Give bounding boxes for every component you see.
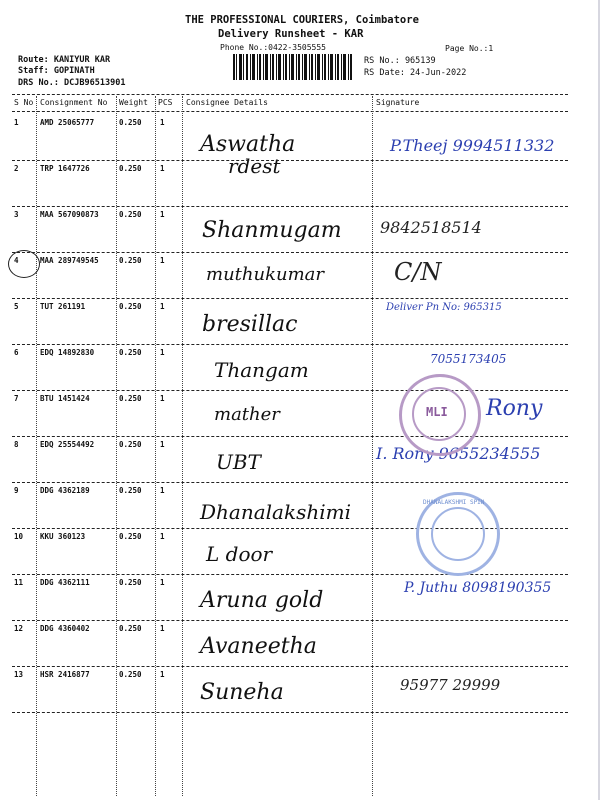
row-sno: 3: [14, 210, 19, 219]
row-signature: P.Theej 9994511332: [390, 136, 555, 155]
header-top-rule: [12, 94, 568, 95]
row-weight: 0.250: [119, 486, 142, 495]
row-consignment: BTU 1451424: [40, 394, 90, 403]
table-row: [0, 528, 600, 574]
row-consignee-handwritten-line2: rdest: [228, 154, 281, 178]
row-consignee-handwritten: muthukumar: [206, 264, 324, 285]
row-pcs: 1: [160, 578, 165, 587]
row-pcs: 1: [160, 256, 165, 265]
row-weight: 0.250: [119, 578, 142, 587]
col-header-weight: Weight: [119, 98, 148, 107]
row-sno: 11: [14, 578, 24, 587]
row-sno: 2: [14, 164, 19, 173]
row-sno: 6: [14, 348, 19, 357]
phone-number: Phone No.:0422-3505555: [220, 43, 326, 52]
row-consignment: TUT 261191: [40, 302, 86, 311]
row-consignment: DDG 4360402: [40, 624, 90, 633]
row-consignee-handwritten: UBT: [216, 450, 261, 474]
row-sno: 1: [14, 118, 19, 127]
row-consignment: EDQ 25554492: [40, 440, 95, 449]
row-pcs: 1: [160, 624, 165, 633]
row-weight: 0.250: [119, 302, 142, 311]
staff-label: Staff: GOPINATH: [18, 66, 95, 76]
row-signature: 95977 29999: [400, 676, 501, 694]
rs-date: RS Date: 24-Jun-2022: [364, 68, 467, 78]
mli-stamp-text: MLI: [426, 405, 448, 419]
row-consignee-handwritten: Suneha: [200, 680, 284, 705]
row-weight: 0.250: [119, 164, 142, 173]
mli-stamp: [399, 374, 481, 456]
table-row: [0, 666, 600, 712]
row-consignee-handwritten: Thangam: [214, 358, 309, 382]
row-pcs: 1: [160, 532, 165, 541]
row-consignee-handwritten: Aruna gold: [200, 588, 324, 613]
row-sno: 4: [14, 256, 19, 265]
row-sno: 10: [14, 532, 24, 541]
row-rule: [12, 712, 568, 713]
row-consignee-handwritten: Aswatha: [200, 132, 296, 157]
table-row: [0, 344, 600, 390]
row-consignment: HSR 2416877: [40, 670, 90, 679]
row-sno: 12: [14, 624, 24, 633]
dhanalakshmi-stamp: [416, 492, 500, 576]
row-pcs: 1: [160, 118, 165, 127]
row-weight: 0.250: [119, 394, 142, 403]
row-signature: Deliver Pn No: 965315: [386, 302, 502, 313]
row-consignment: DDG 4362111: [40, 578, 90, 587]
runsheet-subtitle: Delivery Runsheet - KAR: [218, 28, 364, 40]
row-pcs: 1: [160, 670, 165, 679]
row-sno: 7: [14, 394, 19, 403]
col-header-consignment: Consignment No: [40, 98, 108, 107]
row-consignee-handwritten: bresillac: [202, 312, 298, 337]
header-bottom-rule: [12, 111, 568, 112]
table-row: [0, 620, 600, 666]
row-consignment: AMD 25065777: [40, 118, 95, 127]
row-sno: 13: [14, 670, 24, 679]
row-consignment: EDQ 14892830: [40, 348, 95, 357]
row-pcs: 1: [160, 164, 165, 173]
col-header-pcs: PCS: [158, 98, 173, 107]
row-pcs: 1: [160, 210, 165, 219]
row-weight: 0.250: [119, 348, 142, 357]
row-consignment: KKU 360123: [40, 532, 86, 541]
col-header-signature: Signature: [376, 98, 420, 107]
row-signature: P. Juthu 8098190355: [404, 580, 552, 596]
row-pcs: 1: [160, 440, 165, 449]
table-row: [0, 482, 600, 528]
row-signature: 9842518514: [380, 218, 482, 237]
table-row: [0, 206, 600, 252]
row-weight: 0.250: [119, 118, 142, 127]
row-signature: C/N: [394, 258, 442, 286]
table-row: [0, 298, 600, 344]
row-pcs: 1: [160, 486, 165, 495]
row-consignment: DDG 4362189: [40, 486, 90, 495]
row-consignee-handwritten: mather: [214, 404, 280, 425]
row-consignment: TRP 1647726: [40, 164, 90, 173]
row-weight: 0.250: [119, 440, 142, 449]
row-consignee-handwritten: Avaneetha: [200, 634, 317, 659]
row-weight: 0.250: [119, 256, 142, 265]
row-signature: I. Rony 9655234555: [376, 444, 541, 463]
col-header-sno: S No: [14, 98, 34, 107]
row-pcs: 1: [160, 348, 165, 357]
row-weight: 0.250: [119, 210, 142, 219]
table-row: [0, 390, 600, 436]
dhanalakshmi-stamp-text: DHANALAKSHMI SPIN: [423, 499, 485, 506]
circled-row-mark: [8, 250, 40, 278]
row-weight: 0.250: [119, 624, 142, 633]
row-consignment: MAA 289749545: [40, 256, 99, 265]
row-weight: 0.250: [119, 532, 142, 541]
company-title: THE PROFESSIONAL COURIERS, Coimbatore: [185, 14, 419, 26]
barcode: [232, 54, 354, 80]
row-sno: 5: [14, 302, 19, 311]
table-row: [0, 252, 600, 298]
page-number: Page No.:1: [445, 44, 494, 53]
row-consignment: MAA 567090873: [40, 210, 99, 219]
row-sno: 8: [14, 440, 19, 449]
row-pcs: 1: [160, 302, 165, 311]
col-header-consignee: Consignee Details: [186, 98, 268, 107]
row-consignee-handwritten: L door: [206, 542, 273, 566]
row-sno: 9: [14, 486, 19, 495]
row-signature: Rony: [486, 396, 543, 421]
table-row: [0, 574, 600, 620]
drs-number: DRS No.: DCJB96513901: [18, 78, 126, 88]
row-weight: 0.250: [119, 670, 142, 679]
row-signature: 7055173405: [430, 352, 507, 366]
table-row: [0, 436, 600, 482]
rs-number: RS No.: 965139: [364, 56, 436, 66]
row-pcs: 1: [160, 394, 165, 403]
route-label: Route: KANIYUR KAR: [18, 55, 111, 65]
row-consignee-handwritten: Dhanalakshimi: [200, 500, 351, 524]
table-row: [0, 160, 600, 206]
row-consignee-handwritten: Shanmugam: [202, 218, 342, 243]
